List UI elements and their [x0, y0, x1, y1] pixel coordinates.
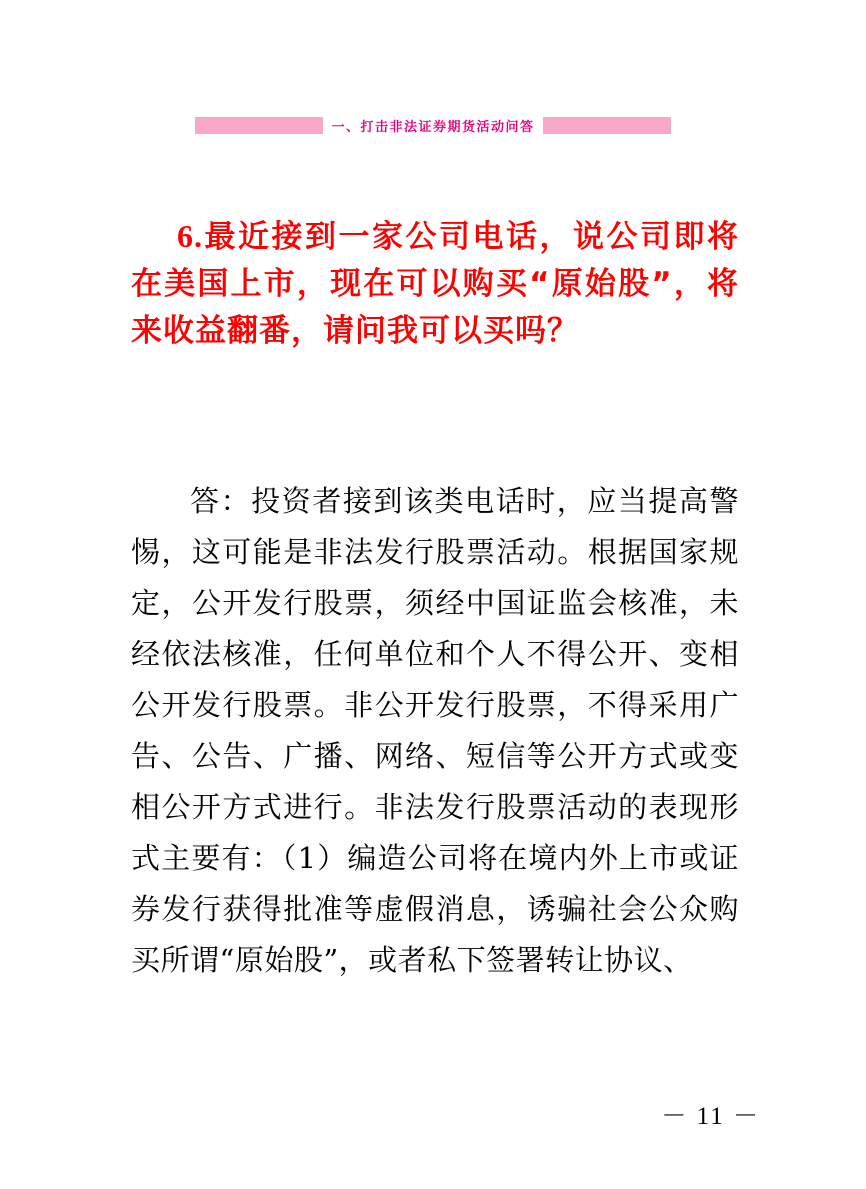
- answer-body: [131, 476, 739, 986]
- page-number: － 11 －: [661, 1103, 760, 1130]
- answer-paragraph: [131, 476, 739, 986]
- question-number: 6.: [177, 218, 203, 254]
- answer-text: 答：投资者接到该类电话时，应当提高警惕，这可能是非法发行股票活动。根据国家规定，公开发行股票，须经中国证监会核准，未经依法核准，任何单位和个人不得公开、变相公开发行股票。非公开发行股票，不得采用广告、公告、广播、网络、短信等公开方式或变相公开方式进行。非法发行股票活动的表现形式主要有：（1）编造公司将在境内外上市或证券发行获得批准等虚假消息，诱骗社会公众购买所谓“原始股”，或者私下签署转让协议、: [131, 484, 739, 977]
- question-text: 最近接到一家公司电话，说公司即将在美国上市，现在可以购买“原始股”，将来收益翻番，请问我可以买吗？: [131, 219, 739, 349]
- header-decoration-bar-right: [543, 117, 671, 134]
- running-head: [0, 112, 866, 138]
- running-head-title: 一、打击非法证券期货活动问答: [331, 119, 535, 135]
- question-heading: [131, 213, 739, 355]
- header-decoration-bar-left: [195, 117, 323, 134]
